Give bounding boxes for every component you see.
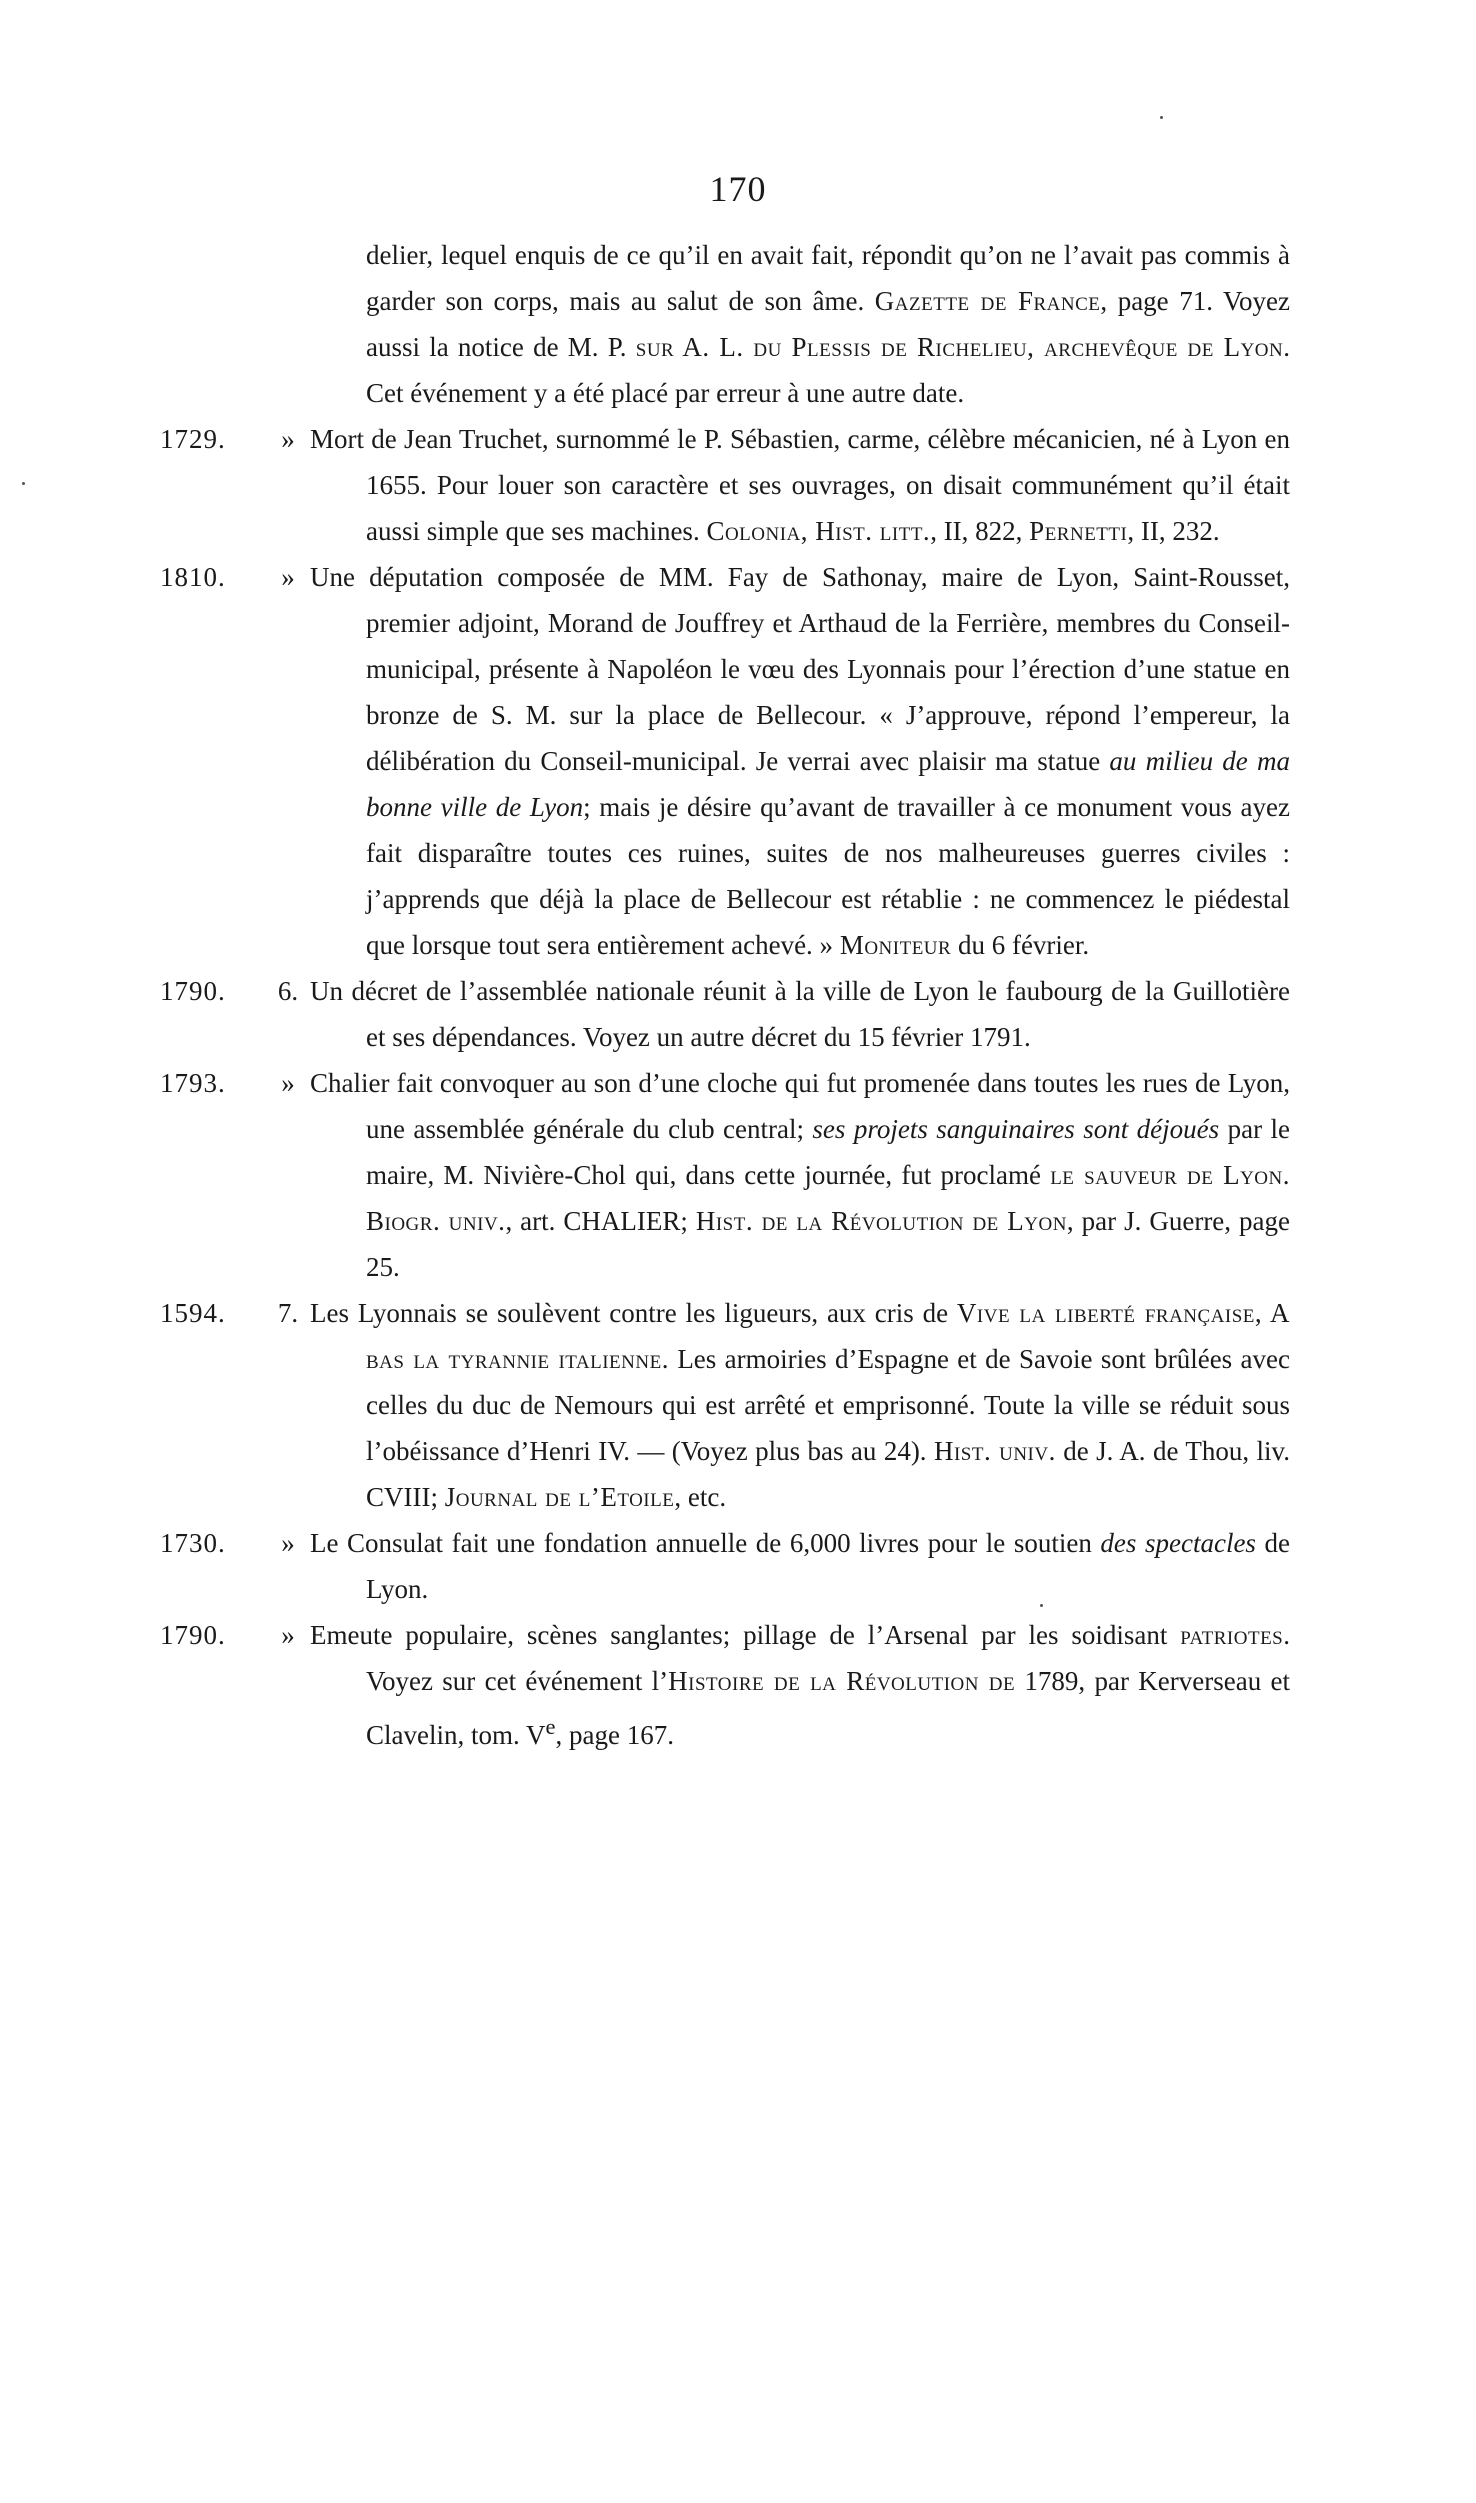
- text-run: , page 167.: [555, 1720, 674, 1750]
- chronicle-entry: [160, 1290, 1290, 1520]
- entry-day: »: [281, 562, 295, 592]
- entry-text: [310, 968, 1290, 1060]
- scan-speck: [22, 482, 25, 485]
- text-run: ; mais je désire qu’avant de travailler à ce monument vous ayez fait disparaître toutes ces ruines, suites de nos malheureuses guerres civiles : j’apprends que déjà la place de Bellecour est rétablie : ne commencez le piédestal que lorsque tout sera entièrement achevé. »: [366, 792, 1290, 960]
- entry-text: [310, 1060, 1290, 1290]
- text-run: Les Lyonnais se soulèvent contre les ligueurs, aux cris de: [310, 1298, 957, 1328]
- entry-day: »: [281, 1068, 295, 1098]
- text-run: . Voyez sur cet événement l’: [366, 1620, 1290, 1696]
- scan-speck: [1160, 116, 1163, 119]
- source-citation: Hist. de la Révolution de Lyon: [695, 1206, 1067, 1236]
- italic-phrase: au milieu de ma bonne ville de Lyon: [366, 746, 1290, 822]
- chronicle-entry: [160, 968, 1290, 1060]
- entry-text: [310, 1520, 1290, 1612]
- page-number: 170: [709, 169, 767, 209]
- source-citation: Histoire de la Révolution de: [668, 1666, 1016, 1696]
- entry-text: [310, 1290, 1290, 1520]
- text-run: Emeute populaire, scènes sanglantes; pillage de l’Arsenal par les soidisant: [310, 1620, 1181, 1650]
- text-run: Les armoiries d’Espagne et de Savoie sont brûlées avec celles du duc de Nemours qui est arrêté et emprisonné. Toute la ville se réduit sous l’obéissance d’Henri IV. — (Voyez plus bas au 24).: [366, 1344, 1290, 1466]
- text-run: , art. CHALIER;: [505, 1206, 696, 1236]
- chronicle-entry: [160, 1612, 1290, 1758]
- text-run: delier, lequel enquis de ce qu’il en avait fait, répondit qu’on ne l’avait pas commis à garder son corps, mais au salut de son âme.: [366, 240, 1290, 316]
- source-citation: Moniteur: [839, 930, 952, 960]
- source-citation: sur A. L. du Plessis de Richelieu, archevêque de Lyon: [635, 332, 1284, 362]
- entry-year: 1793.: [160, 1068, 226, 1098]
- entry-year: 1790.: [160, 976, 226, 1006]
- continuation-paragraph: [366, 232, 1290, 416]
- text-run: 1789, par Kerverseau et Clavelin, tom. V: [366, 1666, 1290, 1750]
- text-run: Le Consulat fait une fondation annuelle de 6,000 livres pour le soutien: [310, 1528, 1101, 1558]
- italic-phrase: ses projets sanguinaires sont déjoués: [812, 1114, 1220, 1144]
- text-run: , page 71. Voyez aussi la notice de M. P.: [366, 286, 1290, 362]
- text-run: Chalier fait convoquer au son d’une cloche qui fut promenée dans toutes les rues de Lyon, une assemblée générale du club central;: [310, 1068, 1290, 1144]
- entry-year: 1810.: [160, 562, 226, 592]
- text-run: du 6 février.: [951, 930, 1090, 960]
- source-citation: Pernetti: [1029, 516, 1128, 546]
- italic-phrase: des spectacles: [1100, 1528, 1256, 1558]
- source-citation: Gazette de France: [874, 286, 1101, 316]
- source-citation: Hist. univ.: [933, 1436, 1056, 1466]
- chronicle-entry: [160, 554, 1290, 968]
- text-run: . Cet événement y a été placé par erreur à une autre date.: [366, 332, 1290, 408]
- source-citation: le sauveur de Lyon. Biogr. univ.: [366, 1160, 1290, 1236]
- source-citation: Colonia, Hist. litt.: [706, 516, 931, 546]
- page-body: [160, 232, 1290, 1758]
- entry-day: »: [281, 424, 295, 454]
- text-run: de Lyon.: [366, 1528, 1290, 1604]
- chronicle-entry: [160, 416, 1290, 554]
- entry-day: »: [281, 1620, 295, 1650]
- entry-year: 1729.: [160, 424, 226, 454]
- entry-year: 1594.: [160, 1298, 226, 1328]
- text-run: Mort de Jean Truchet, surnommé le P. Sébastien, carme, célèbre mécanicien, né à Lyon en 1655. Pour louer son caractère et ses ouvrages, on disait communément qu’il était aussi simple que ses machines.: [310, 424, 1290, 546]
- chronicle-entry: [160, 1060, 1290, 1290]
- entry-text: [310, 554, 1290, 968]
- entry-text: [310, 1612, 1290, 1758]
- text-run: , par J. Guerre, page 25.: [366, 1206, 1290, 1282]
- text-run: , etc.: [674, 1482, 727, 1512]
- source-citation: patriotes: [1180, 1620, 1284, 1650]
- text-run: de J. A. de Thou, liv. CVIII;: [366, 1436, 1290, 1512]
- entry-day: »: [281, 1528, 295, 1558]
- entry-day: 7.: [277, 1298, 299, 1328]
- scan-speck: [1040, 1604, 1043, 1607]
- text-run: Une députation composée de MM. Fay de Sathonay, maire de Lyon, Saint-Rousset, premier adjoint, Morand de Jouffrey et Arthaud de la Ferrière, membres du Conseil-municipal, présente à Napoléon le vœu des Lyonnais pour l’érection d’une statue en bronze de S. M. sur la place de Bellecour. « J’approuve, répond l’empereur, la délibération du Conseil-municipal. Je verrai avec plaisir ma statue: [310, 562, 1290, 776]
- source-citation: Journal de l’Etoile: [444, 1482, 675, 1512]
- text-run: , II, 822,: [930, 516, 1030, 546]
- entry-year: 1730.: [160, 1528, 226, 1558]
- text-run: par le maire, M. Nivière-Chol qui, dans cette journée, fut proclamé: [366, 1114, 1290, 1190]
- superscript: e: [545, 1714, 556, 1739]
- text-run: , II, 232.: [1127, 516, 1220, 546]
- entry-year: 1790.: [160, 1620, 226, 1650]
- entry-text: [310, 416, 1290, 554]
- text-run: Un décret de l’assemblée nationale réunit à la ville de Lyon le faubourg de la Guillotière et ses dépendances. Voyez un autre décret du 15 février 1791.: [310, 976, 1290, 1052]
- entry-day: 6.: [277, 976, 299, 1006]
- chronicle-entry: [160, 1520, 1290, 1612]
- source-citation: Vive la liberté française, A bas la tyrannie italienne.: [366, 1298, 1290, 1374]
